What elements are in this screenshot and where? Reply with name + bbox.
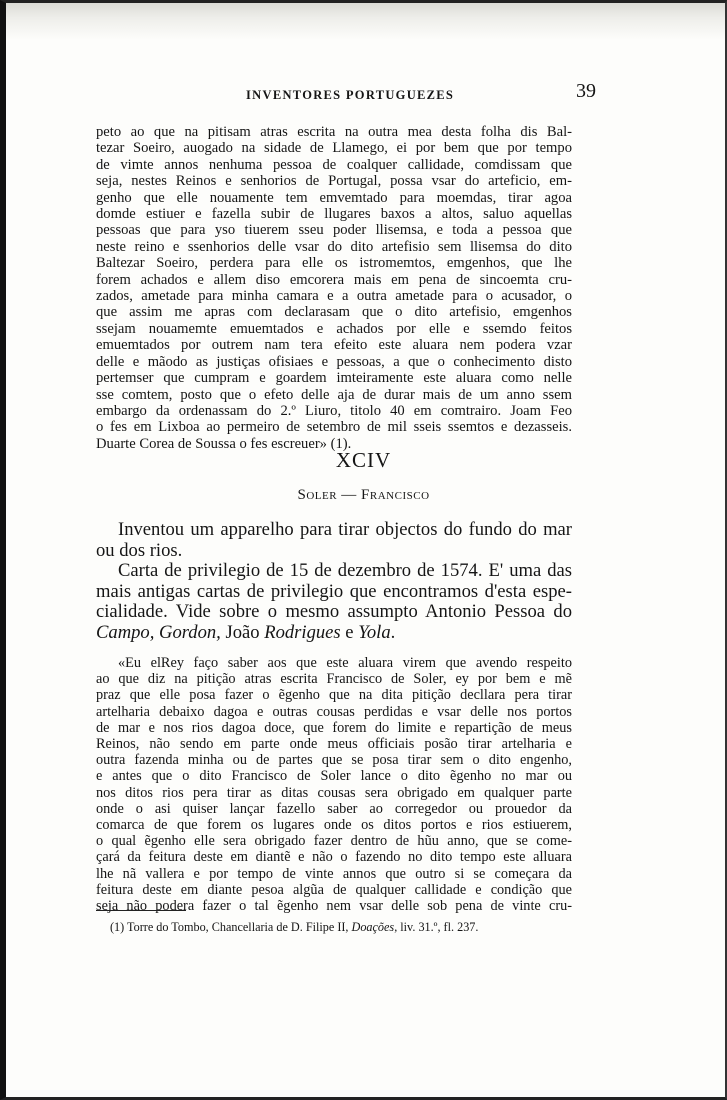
footnote-text: , liv. 31.º, fl. 237.	[394, 920, 479, 934]
footnote-text: (1) Torre do Tombo, Chancellaria de D. Filipe II,	[110, 920, 352, 934]
text-line: Inventou um apparelho para tirar objectos do fundo do mar	[118, 520, 572, 540]
text-line: domde estiuer e fazella subir de llugares baxos a altos, saluo aquellas	[96, 206, 572, 223]
text-line: Carta de privilegio de 15 de dezembro de 1574. E' uma das	[118, 561, 572, 582]
text-line: comarca de que forem os lugares onde os ditos portos e rios estiuerem,	[96, 817, 572, 834]
text-line: seja não podera fazer o tal ẽgenho nem vsar delle sob pena de vinte cru-	[96, 898, 572, 915]
text-line: Duarte Corea de Soussa o fes escreuer» (1).	[96, 435, 352, 452]
footnote	[110, 920, 590, 935]
text-line: onde o asi quiser lançar fazello saber ao corregedor ou prouedor da	[96, 800, 572, 817]
section-title: Soler — Francisco	[297, 487, 430, 503]
text-line	[96, 623, 572, 644]
text-line: pertemser que cumpram e goardem imteiramente este aluara como nelle	[96, 370, 572, 387]
text-line: o fes em Lixboa ao permeiro de setembro de mil sseis ssemtos e dezasseis.	[96, 419, 572, 436]
text-line: de vimte annos nenhuma pessoa de coalquer callidade, comdissam que	[96, 156, 572, 173]
text-line: que assim me apras com declarasam que o dito artefisio, emgenhos	[96, 304, 572, 321]
italic-name: Yola	[358, 622, 391, 643]
text-line: delle e mãodo as justiças ofisiaes e pessoas, a que o conhecimento disto	[96, 353, 572, 370]
page-number: 39	[576, 80, 596, 102]
text-line: mais antigas cartas de privilegio que encontramos d'esta espe-	[96, 581, 572, 602]
plain-text: e	[340, 622, 359, 643]
text-line: nos ditos rios pera tirar as ditas cousas sera obrigado em qualquer parte	[96, 784, 572, 801]
footnote-italic: Doações	[351, 920, 395, 934]
text-line: outra fazenda minha ou de partes que se posa tirar sem o dito engenho,	[96, 752, 572, 769]
text-line: feitura deste em diante pesoa algũa de qualquer callidade e condição que	[96, 881, 572, 898]
italic-name: Campo, Gordon,	[96, 622, 221, 643]
running-title: INVENTORES PORTUGUEZES	[246, 88, 455, 102]
italic-name: Rodrigues	[264, 622, 341, 643]
page-stain	[0, 0, 727, 40]
text-line: lhe nã vallera e por tempo de vinte annos que outro si se começara da	[96, 865, 572, 882]
text-line: forem achados e allem diso emcorera mais em pena de sincoemta cru-	[96, 271, 572, 288]
section-number: XCIV	[335, 448, 392, 472]
text-line: praz que elle posa fazer o ẽgenho que na dita pitição decllara pera tirar	[96, 687, 572, 704]
text-line: Baltezar Soeiro, perdera para elle os istromemtos, emgenhos, que lhe	[96, 255, 572, 272]
text-line: ou dos rios.	[96, 540, 183, 561]
plain-text: .	[390, 622, 396, 643]
text-line: artelharia debaixo dagoa e outras cousas perdidas e vsar delle nos portos	[96, 703, 572, 720]
text-line: ssejam nouamemte emuemtados e achados por elle e ssemdo feitos	[96, 320, 572, 337]
plain-text: João	[220, 622, 265, 643]
text-line: Reinos, não sendo em parte onde meus officiais posão tirar artelharia e	[96, 736, 572, 753]
page-header	[96, 80, 596, 110]
text-line: pessoas que para yso tiuerem sseu poder llisemsa, e toda a pessoa que	[96, 222, 572, 239]
text-line: seja, nestes Reinos e senhorios de Portugal, possa vsar do arteficio, em-	[96, 173, 572, 190]
text-line: tezar Soeiro, auogado na sidade de Llamego, ei por bem que por tempo	[96, 140, 572, 157]
text-line: e antes que o dito Francisco de Soler lance o dito ẽgenho no mar ou	[96, 768, 572, 785]
quoted-document-2	[96, 655, 572, 914]
text-line: sse comtem, posto que o efeto delle aja de durar mais de um anno ssem	[96, 386, 572, 403]
entry-introduction	[96, 520, 572, 644]
text-line: neste reino e ssenhorios delle vsar do dito artefisio sem llisemsa do dito	[96, 238, 572, 255]
text-line: de mar e nos rios dagoa doce, que forem do limite e repartição de meus	[96, 719, 572, 736]
text-line: emuemtados por outrem nam tera efeito este aluara nem podera vzar	[96, 337, 572, 354]
text-line: zados, ametade para minha camara e a outra ametade para o acusador, o	[96, 288, 572, 305]
text-line: cialidade. Vide sobre o mesmo assumpto Antonio Pessoa do	[96, 602, 572, 623]
text-line: «Eu elRey faço saber aos que este aluara virem que avendo respeito	[118, 655, 572, 671]
text-line: o qual ẽgenho elle sera obrigado fazer dentro de hũu anno, que se come-	[96, 833, 572, 850]
text-line: genho que elle nouamente tem emvemtado para moemdas, tirar agoa	[96, 189, 572, 206]
footnote-divider	[96, 910, 186, 911]
text-line: ao que diz na pitição atras escrita Francisco de Soler, ey por bem e mẽ	[96, 671, 572, 688]
text-line: çará da feitura deste em diantẽ e não o fazendo no dito tempo este alluara	[96, 849, 572, 866]
quoted-document-1	[96, 124, 572, 452]
text-line: peto ao que na pitisam atras escrita na outra mea desta folha dis Bal-	[96, 124, 572, 140]
text-line: embargo da ordenassam do 2.º Liuro, titolo 40 em comtrairo. Joam Feo	[96, 402, 572, 419]
